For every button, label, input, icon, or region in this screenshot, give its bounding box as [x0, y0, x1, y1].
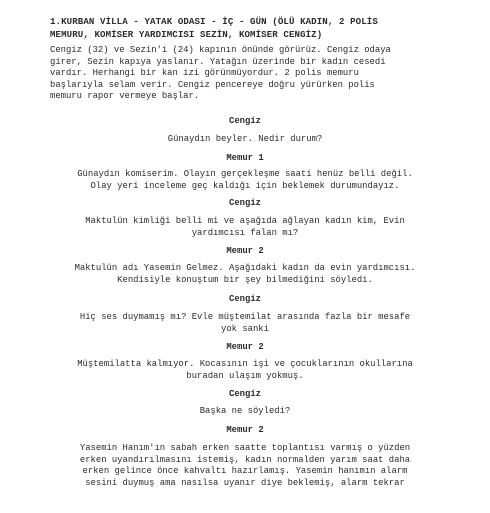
scene-heading-line: 1.KURBAN VİLLA - YATAK ODASI - İÇ - GÜN (ÖLÜ KADIN, 2 POLİS	[50, 16, 378, 27]
dialogue-line: Maktulün adı Yasemin Gelmez. Aşağıdaki kadın da evin yardımcısı.	[74, 263, 416, 273]
dialogue-line: Günaydın komiserim. Olayın gerçekleşme saati henüz belli değil.	[77, 169, 413, 179]
dialogue-line: Başka ne söyledi?	[199, 406, 291, 416]
action-line: girer, Sezin kapıya yaslanır. Yatağın üzerinde bir kadın cesedi	[50, 56, 386, 67]
action-line: memuru rapor vermeye başlar.	[50, 91, 200, 102]
dialogue-line: yardımcısı falan mı?	[191, 227, 299, 238]
dialogue-line: Yasemin Hanım'ın sabah erken saatte toplantısı varmış o yüzden	[79, 443, 411, 453]
character-name: Memur 1	[226, 153, 264, 163]
scene-heading	[50, 16, 445, 41]
dialogue-line: erken uyandırılmasını istemiş, kadın normalden yarım saat daha	[79, 454, 411, 465]
dialogue	[40, 406, 450, 418]
dialogue-line: Hiç ses duymamış mı? Evle müştemilat arasında fazla bir mesafe	[79, 312, 411, 322]
action-line: vardır. Herhangi bir kan izi görünmüyordur. 2 polis memuru	[50, 68, 359, 79]
dialogue	[40, 169, 450, 192]
dialogue-line: erken gelince önce kahvaltı hazırlamış. Yasemin hanımın alarm	[82, 466, 408, 477]
dialogue	[40, 312, 450, 335]
action-line: Cengiz (32) ve Sezin'i (24) kapının önünde görürüz. Cengiz odaya	[50, 45, 391, 55]
dialogue	[40, 359, 450, 382]
dialogue-line: Kendisiyle konuştum bir şey bilmediğini söyledi.	[117, 274, 373, 285]
action-paragraph	[50, 45, 450, 103]
dialogue-line: sesini duymuş ama nasılsa uyanır diye beklemiş, alarm tekrar	[85, 477, 405, 488]
character-name: Cengiz	[229, 198, 261, 208]
dialogue-line: Maktulün kimliği belli mi ve aşağıda ağlayan kadın kim, Evin	[85, 216, 405, 226]
scene-heading-line: MEMURU, KOMİSER YARDIMCISI SEZİN, KOMİSER CENGİZ)	[50, 28, 323, 40]
dialogue	[40, 443, 450, 489]
dialogue-line: buradan ulaşım yokmuş.	[186, 370, 304, 381]
dialogue-line: Günaydın beyler. Nedir durum?	[167, 134, 323, 144]
dialogue-line: Müştemilatta kalmıyor. Kocasının işi ve çocuklarının okullarına	[77, 359, 413, 369]
dialogue-line: yok sanki	[221, 323, 269, 334]
character-name: Cengiz	[229, 389, 261, 399]
character-name: Memur 2	[226, 425, 264, 435]
character-name: Memur 2	[226, 246, 264, 256]
character-name: Cengiz	[229, 294, 261, 304]
dialogue	[40, 216, 450, 239]
character-name: Cengiz	[229, 116, 261, 126]
dialogue-line: Olay yeri inceleme geç kaldığı için beklemek durumundayız.	[90, 180, 400, 191]
character-name: Memur 2	[226, 342, 264, 352]
dialogue	[40, 134, 450, 146]
action-line: başlarıyla selam verir. Cengiz pencereye doğru yürürken polis	[50, 79, 375, 90]
dialogue	[40, 263, 450, 286]
